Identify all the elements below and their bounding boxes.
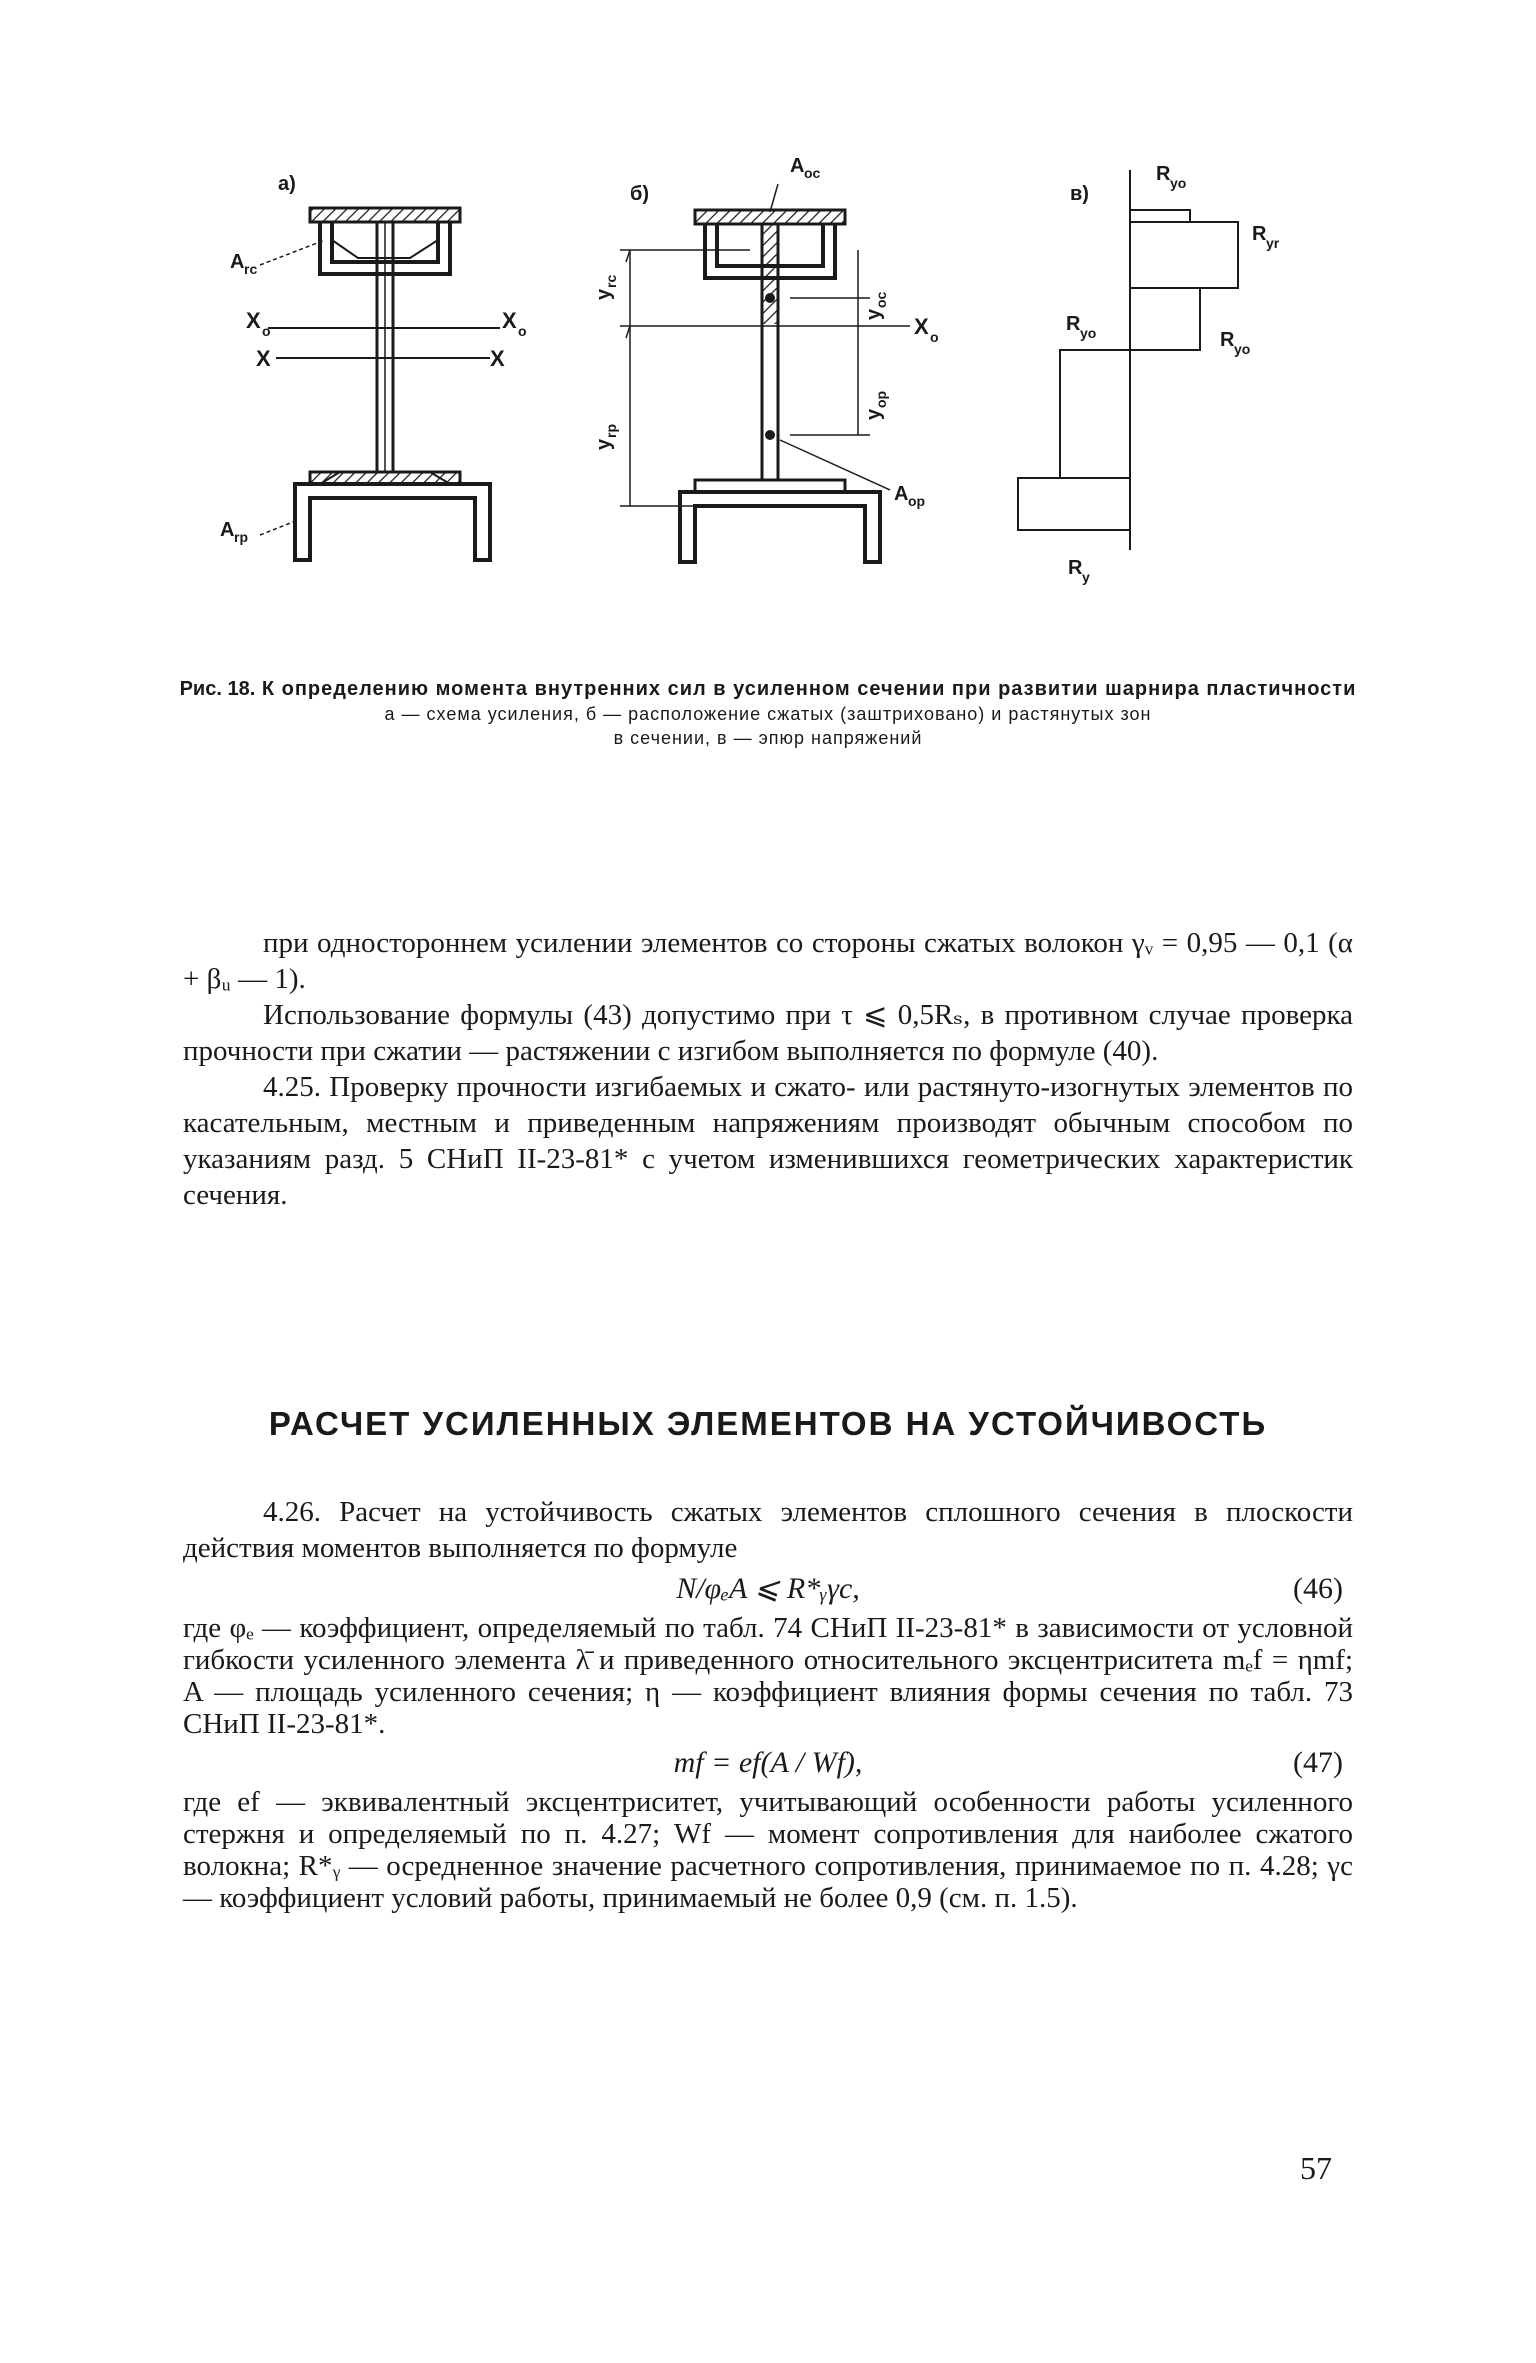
- label-R-y-bottom: R: [1068, 557, 1083, 579]
- caption-desc-2: в сечении, в — эпюр напряжений: [613, 728, 923, 748]
- caption-fig-label: Рис. 18.: [179, 678, 256, 700]
- paragraph-4-text: Расчет на устойчивость сжатых элементов сплошного сечения в плоскости действия моментов выполняется по формуле: [183, 1496, 1354, 1564]
- panel-v-diagram: [1018, 163, 1280, 585]
- label-X0-b-sub: o: [930, 329, 939, 345]
- clause-number-4-25: 4.25.: [263, 1071, 321, 1103]
- section-heading: РАСЧЕТ УСИЛЕННЫХ ЭЛЕМЕНТОВ НА УСТОЙЧИВОСТЬ: [268, 1405, 1268, 1442]
- label-y-op-sub: op: [873, 390, 889, 408]
- formula-47-number: (47): [1293, 1746, 1343, 1779]
- label-y-rc: y: [593, 288, 615, 300]
- caption-title-text: К определению момента внутренних сил в усиленном сечении при развитии шарнира пластичности: [261, 678, 1357, 700]
- formula-46-number: (46): [1293, 1572, 1343, 1605]
- formula-47-body: mf = ef(A / Wf),: [673, 1746, 863, 1779]
- label-R-yo-top: R: [1156, 163, 1171, 185]
- label-R-yr: R: [1252, 223, 1267, 245]
- paragraph-6: где ef — эквивалентный эксцентриситет, учитывающий особенности работы усиленного стержня и определяемый по п. 4.27; Wf — момент сопротивления для наиболее сжатого волокна; R*ᵧ — осредненное значение расчетного сопротивления, принимаемое по п. 4.28; γc — коэффициент условий работы, принимаемый не более 0,9 (см. п. 1.5).: [183, 1786, 1353, 1914]
- label-X0-right: X: [502, 308, 517, 333]
- label-A-op-sub: op: [908, 493, 926, 509]
- label-A-rc: A: [230, 251, 245, 273]
- label-R-y-bottom-sub: y: [1082, 569, 1090, 585]
- label-R-yr-sub: yr: [1266, 235, 1280, 251]
- label-A-rp: A: [220, 519, 235, 541]
- paragraph-3: [183, 1069, 1353, 1213]
- figure-18-drawing: [190, 150, 1360, 600]
- label-X0-left-sub: o: [262, 323, 271, 339]
- label-R-yo-left: R: [1066, 313, 1081, 335]
- page-number: 57: [1300, 2150, 1332, 2186]
- label-X-left: X: [256, 346, 271, 371]
- figure-caption: [170, 676, 1366, 750]
- panel-a-diagram: [220, 173, 527, 560]
- label-y-rc-sub: rc: [603, 274, 619, 288]
- paragraph-5: где φₑ — коэффициент, определяемый по табл. 74 СНиП II-23-81* в зависимости от условной гибкости усиленного элемента λ̄ и приведенного относительного эксцентриситета mₑf = ηmf; A — площадь усиленного сечения; η — коэффициент влияния формы сечения по табл. 73 СНиП II-23-81*.: [183, 1612, 1353, 1740]
- paragraph-4: [183, 1494, 1353, 1566]
- formula-46: [183, 1566, 1353, 1612]
- label-R-yo-top-sub: yo: [1170, 175, 1187, 191]
- label-R-yo-right: R: [1220, 329, 1235, 351]
- label-R-yo-left-sub: yo: [1080, 325, 1097, 341]
- paragraph-1: при одностороннем усилении элементов со стороны сжатых волокон γᵥ = 0,95 — 0,1 (α + βᵤ — 1).: [183, 927, 1353, 995]
- clause-number-4-26: 4.26.: [263, 1496, 321, 1528]
- caption-title: [170, 676, 1366, 702]
- body-text-block-1: [183, 925, 1353, 1213]
- label-X0-right-sub: o: [518, 323, 527, 339]
- label-A-oc: A: [790, 155, 805, 177]
- panel-v-label: в): [1070, 183, 1089, 205]
- label-y-op: y: [863, 408, 885, 420]
- label-X0-left: X: [246, 308, 261, 333]
- paragraph-2: Использование формулы (43) допустимо при τ ⩽ 0,5Rₛ, в противном случае проверка прочности при сжатии — растяжении с изгибом выполняется по формуле (40).: [183, 999, 1353, 1067]
- label-y-oc-sub: oc: [873, 291, 889, 308]
- label-A-oc-sub: oc: [804, 165, 821, 181]
- figure-18: [190, 150, 1360, 600]
- panel-b-label: б): [630, 183, 650, 205]
- label-R-yo-right-sub: yo: [1234, 341, 1251, 357]
- label-X0-b: X: [914, 314, 929, 339]
- caption-desc-1: а — схема усиления, б — расположение сжатых (заштриховано) и растянутых зон: [384, 704, 1152, 724]
- paragraph-3-text: Проверку прочности изгибаемых и сжато- или растянуто-изогнутых элементов по касательным, местным и приведенным напряжениям производят обычным способом по указаниям разд. 5 СНиП II-23-81* с учетом изменившихся геометрических характеристик сечения.: [183, 1071, 1354, 1211]
- label-X-right: X: [490, 346, 505, 371]
- panel-a-label: а): [278, 173, 296, 195]
- panel-b-diagram: [593, 155, 939, 562]
- label-y-rp-sub: rp: [603, 424, 619, 438]
- formula-46-body: N/φₑA ⩽ R*ᵧγc,: [676, 1572, 860, 1605]
- label-A-op: A: [894, 483, 909, 505]
- label-A-rp-sub: rp: [234, 529, 248, 545]
- label-y-rp: y: [593, 438, 615, 450]
- label-y-oc: y: [863, 308, 885, 320]
- formula-47: [183, 1740, 1353, 1786]
- label-A-rc-sub: rc: [244, 261, 258, 277]
- body-text-block-2: [183, 1494, 1353, 1914]
